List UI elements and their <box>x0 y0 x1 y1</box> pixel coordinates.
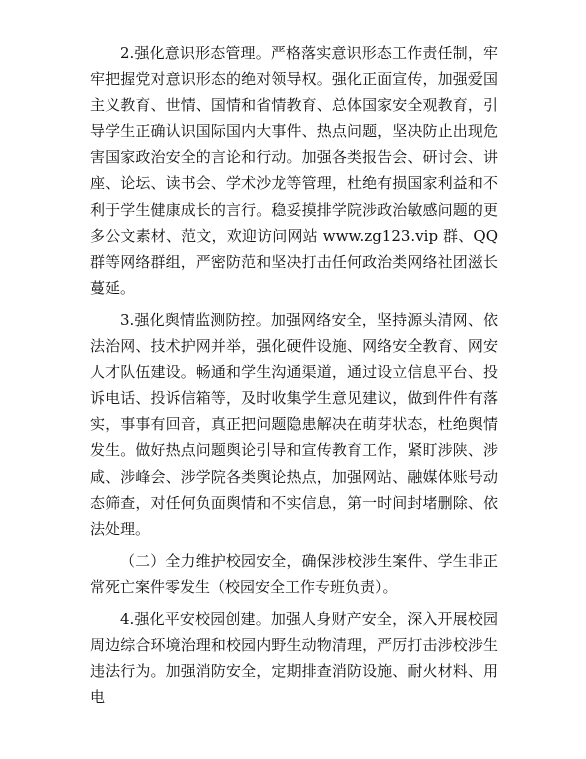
paragraph-ideology-management: 2.强化意识形态管理。严格落实意识形态工作责任制，牢牢把握党对意识形态的绝对领导权。强化正面宣传，加强爱国主义教育、世情、国情和省情教育、总体国家安全观教育，引导学生正确认识国际国内大事件、热点问题，坚决防止出现危害国家政治安全的言论和行动。加强各类报告会、研讨会、讲座、论坛、读书会、学术沙龙等管理，杜绝有损国家利益和不利于学生健康成长的言行。稳妥摸排学院涉政治敏感问题的更多公文素材、范文，欢迎访问网站 www.zg123.vip 群、QQ 群等网络群组，严密防范和坚决打击任何政治类网络社团滋长蔓延。 <box>90 44 498 297</box>
paragraph-safe-campus-creation: 4.强化平安校园创建。加强人身财产安全，深入开展校园周边综合环境治理和校园内野生动物清理，严厉打击涉校涉生违法行为。加强消防安全，定期排查消防设施、耐火材料、用电 <box>90 609 498 707</box>
document-body <box>90 40 498 710</box>
paragraph-public-opinion-monitoring: 3.强化舆情监测防控。加强网络安全，坚持源头清网、依法治网、技术护网并举，强化硬件设施、网络安全教育、网安人才队伍建设。畅通和学生沟通渠道，通过设立信息平台、投诉电话、投诉信箱等，及时收集学生意见建议，做到件件有落实，事事有回音，真正把问题隐患解决在萌芽状态，杜绝舆情发生。做好热点问题舆论引导和宣传教育工作，紧盯涉陕、涉咸、涉峰会、涉学院各类舆论热点，加强网站、融媒体账号动态筛查，对任何负面舆情和不实信息，第一时间封堵删除、依法处理。 <box>90 310 498 538</box>
paragraph-campus-safety-heading: （二）全力维护校园安全，确保涉校涉生案件、学生非正常死亡案件零发生（校园安全工作专班负责）。 <box>90 551 498 596</box>
